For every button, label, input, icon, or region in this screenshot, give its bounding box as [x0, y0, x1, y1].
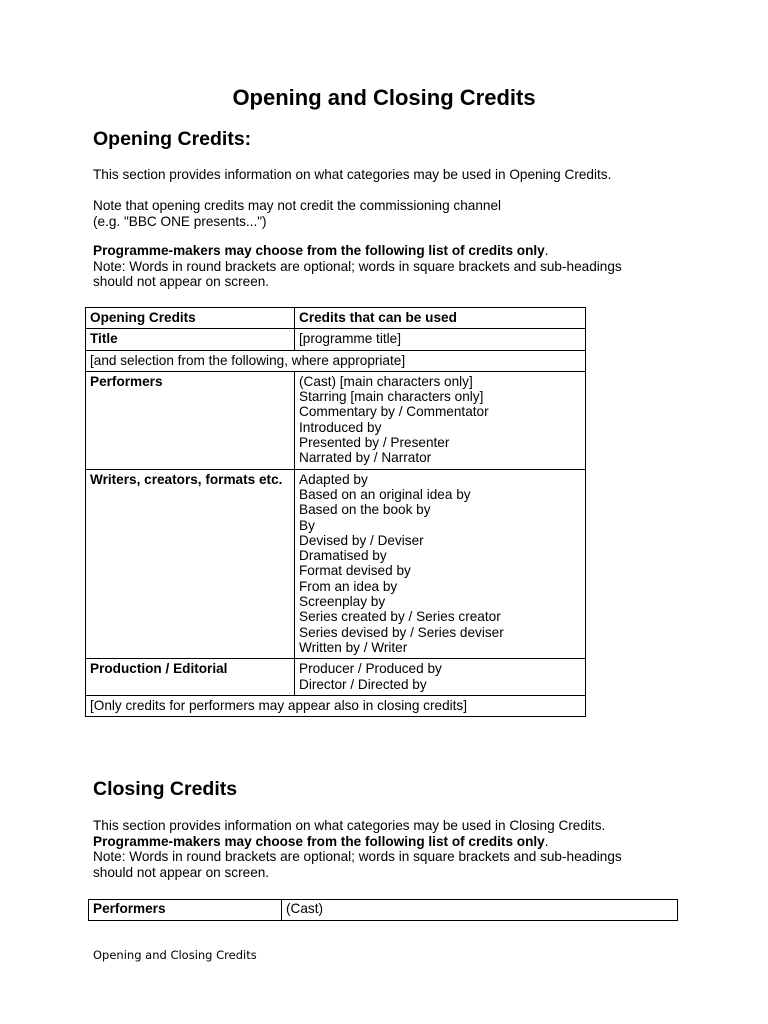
brackets-line: Note: Words in round brackets are optional; words in square brackets and sub-headings [93, 258, 622, 274]
selection-note: [and selection from the following, where appropriate] [86, 350, 586, 371]
credit-item: Format devised by [299, 563, 411, 579]
credit-item: By [299, 517, 315, 533]
table-row-footnote [86, 695, 586, 716]
credit-item: Based on an original idea by [299, 486, 471, 502]
choose-line [93, 243, 683, 259]
credit-item: Screenplay by [299, 594, 386, 610]
closing-credits-table [88, 899, 678, 921]
brackets-line: Note: Words in round brackets are optional; words in square brackets and sub-headings [93, 849, 622, 864]
opening-commissioning-note [93, 198, 683, 229]
table-row-performers [89, 900, 678, 921]
row-label: Performers [86, 371, 295, 469]
credit-item: Introduced by [299, 419, 382, 435]
closing-intro-text: This section provides information on what categories may be used in Closing Credits. [93, 818, 606, 833]
row-label: Title [86, 329, 295, 350]
credit-item: (Cast) [main characters only] [299, 373, 473, 389]
note-line: Note that opening credits may not credit the commissioning channel [93, 198, 502, 213]
credit-item: Narrated by / Narrator [299, 450, 432, 466]
credit-item: Producer / Produced by [299, 661, 442, 677]
row-label: Performers [89, 900, 282, 921]
credit-item: Series devised by / Series deviser [299, 624, 504, 640]
table-footnote: [Only credits for performers may appear also in closing credits] [86, 695, 586, 716]
brackets-line: should not appear on screen. [93, 274, 270, 289]
opening-intro-text: This section provides information on what categories may be used in Opening Credits. [93, 167, 612, 182]
page-footer: Opening and Closing Credits [93, 948, 257, 962]
closing-credits-heading: Closing Credits [93, 778, 238, 800]
table-header-cell: Opening Credits [86, 308, 295, 329]
row-value-list [295, 469, 586, 659]
choose-bold-text: Programme-makers may choose from the following list of credits only [93, 243, 545, 258]
choose-bold-text: Programme-makers may choose from the following list of credits only [93, 833, 545, 849]
table-row-production [86, 659, 586, 696]
closing-intro [93, 818, 683, 880]
credit-item: Series created by / Series creator [299, 609, 501, 625]
credit-item: Adapted by [299, 471, 368, 487]
credit-item: From an idea by [299, 578, 398, 594]
credit-item: Presented by / Presenter [299, 435, 450, 451]
brackets-line: should not appear on screen. [93, 864, 270, 880]
credit-item: Commentary by / Commentator [299, 404, 489, 420]
row-value: [programme title] [295, 329, 586, 350]
page-title: Opening and Closing Credits [232, 85, 536, 110]
row-label: Writers, creators, formats etc. [86, 469, 295, 659]
credit-item: Starring [main characters only] [299, 389, 484, 405]
choose-line [93, 834, 683, 850]
opening-choose-note [93, 243, 683, 290]
credit-item: Devised by / Deviser [299, 532, 424, 548]
credit-item: Director / Directed by [299, 676, 427, 692]
table-row-performers [86, 371, 586, 469]
opening-credits-heading: Opening Credits: [93, 128, 252, 150]
credit-item: Written by / Writer [299, 639, 408, 655]
credit-item: Dramatised by [299, 548, 387, 564]
row-label: Production / Editorial [86, 659, 295, 696]
table-row-writers [86, 469, 586, 659]
opening-credits-table [85, 307, 586, 717]
table-row-selection [86, 350, 586, 371]
table-header-row [86, 308, 586, 329]
note-line: (e.g. "BBC ONE presents...") [93, 213, 267, 229]
row-value: (Cast) [282, 900, 678, 921]
table-row-title [86, 329, 586, 350]
row-value-list [295, 659, 586, 696]
credit-item: Based on the book by [299, 502, 431, 518]
choose-suffix: . [544, 243, 549, 258]
table-header-cell: Credits that can be used [295, 308, 586, 329]
opening-intro [93, 167, 683, 183]
choose-suffix: . [544, 833, 549, 849]
row-value-list [295, 371, 586, 469]
